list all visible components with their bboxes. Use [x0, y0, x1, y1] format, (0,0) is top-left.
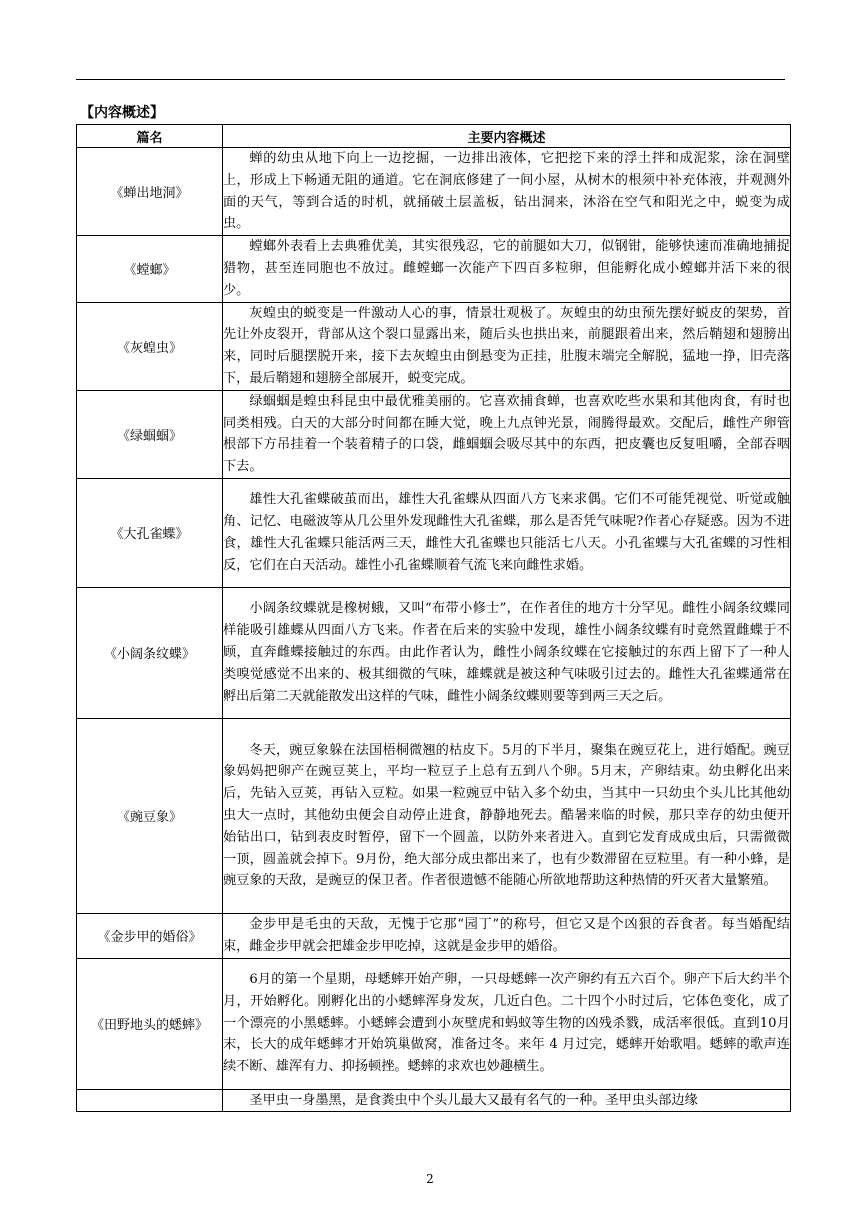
- row-title: 《灰蝗虫》: [77, 302, 223, 390]
- header-rule: [76, 79, 785, 80]
- row-title: [77, 1089, 223, 1112]
- row-title: 《绿蝈蝈》: [77, 390, 223, 478]
- table-row: [77, 302, 791, 390]
- row-summary: 小阔条纹蝶就是橡树蛾，又叫“布带小修士”，在作者住的地方十分罕见。雌性小阔条纹蝶同样能吸引雄蝶从四面八方飞来。作者在后来的实验中发现，雄性小阔条纹蝶有时竟然置雌蝶于不顾，直奔雌蝶接触过的东西。由此作者认为，雌性小阔条纹蝶在它接触过的东西上留下了一种人类嗅觉感觉不出来的、极其细微的气味，雄蝶就是被这种气味吸引过去的。雌性大孔雀蝶通常在孵出后第二天就能散发出这样的气味，雌性小阔条纹蝶则要等到两三天之后。: [223, 587, 791, 718]
- header-title: 篇名: [77, 125, 223, 148]
- row-summary: 圣甲虫一身墨黑，是食粪虫中个头儿最大又最有名气的一种。圣甲虫头部边缘: [223, 1089, 791, 1112]
- row-summary: 螳螂外表看上去典雅优美，其实很残忍，它的前腿如大刀，似钢钳，能够快速而准确地捕捉猎物，甚至连同胞也不放过。雌螳螂一次能产下四百多粒卵，但能孵化成小螳螂并活下来的很少。: [223, 236, 791, 302]
- row-summary: 灰蝗虫的蜕变是一件激动人心的事，情景壮观极了。灰蝗虫的幼虫预先摆好蜕皮的架势，首先让外皮裂开，背部从这个裂口显露出来，随后头也拱出来，前腿跟着出来，然后鞘翅和翅膀出来，同时后腿摆脱开来，接下去灰蝗虫由倒悬变为正挂，肚腹末端完全解脱，猛地一挣，旧壳落下，最后鞘翅和翅膀全部展开，蜕变完成。: [223, 302, 791, 390]
- table-row: [77, 958, 791, 1089]
- table-row: [77, 478, 791, 587]
- row-title: 《大孔雀蝶》: [77, 478, 223, 587]
- table-row: [77, 148, 791, 236]
- table-row: [77, 587, 791, 718]
- row-title: 《金步甲的婚俗》: [77, 913, 223, 958]
- row-title: 《螳螂》: [77, 236, 223, 302]
- page-number: 2: [426, 1172, 434, 1186]
- table-row: [77, 718, 791, 913]
- row-title: 《田野地头的蟋蟀》: [77, 958, 223, 1089]
- row-summary: 金步甲是毛虫的天敌，无愧于它那“园丁”的称号，但它又是个凶狠的吞食者。每当婚配结束，雌金步甲就会把雄金步甲吃掉，这就是金步甲的婚俗。: [223, 913, 791, 958]
- row-title: 《蝉出地洞》: [77, 148, 223, 236]
- row-title: 《小阔条纹蝶》: [77, 587, 223, 718]
- table-row: [77, 236, 791, 302]
- row-summary: 绿蝈蝈是蝗虫科昆虫中最优雅美丽的。它喜欢捕食蝉，也喜欢吃些水果和其他肉食，有时也同类相残。白天的大部分时间都在睡大觉，晚上九点钟光景，闹腾得最欢。交配后，雌性产卵管根部下方吊挂着一个装着精子的口袋，雌蝈蝈会吸尽其中的东西，把皮囊也反复咀嚼，全部吞咽下去。: [223, 390, 791, 478]
- content-summary-table: [76, 124, 791, 1112]
- header-summary: 主要内容概述: [223, 125, 791, 148]
- row-title: 《豌豆象》: [77, 718, 223, 913]
- table-row: [77, 913, 791, 958]
- table-row: [77, 390, 791, 478]
- row-summary: 冬天，豌豆象躲在法国梧桐微翘的枯皮下。5月的下半月，聚集在豌豆花上，进行婚配。豌豆象妈妈把卵产在豌豆荚上，平均一粒豆子上总有五到八个卵。5月末，产卵结束。幼虫孵化出来后，先钻入豆荚，再钻入豆粒。如果一粒豌豆中钻入多个幼虫，当其中一只幼虫个头儿比其他幼虫大一点时，其他幼虫便会自动停止进食，静静地死去。酷暑来临的时候，那只幸存的幼虫便开始钻出口，钻到表皮时暂停，留下一个圆盖，以防外来者进入。直到它发育成成虫后，只需微微一顶，圆盖就会掉下。9月份，绝大部分成虫都出来了，也有少数滞留在豆粒里。有一种小蜂，是豌豆象的天敌，是豌豆的保卫者。作者很遗憾不能随心所欲地帮助这种热情的歼灭者大量繁殖。: [223, 718, 791, 913]
- section-title: 【内容概述】: [80, 105, 164, 121]
- row-summary: 雄性大孔雀蝶破茧而出，雄性大孔雀蝶从四面八方飞来求偶。它们不可能凭视觉、听觉或触角、记忆、电磁波等从几公里外发现雌性大孔雀蝶，那么是否凭气味呢?作者心存疑惑。因为不进食，雄性大孔雀蝶只能活两三天，雌性大孔雀蝶也只能活七八天。小孔雀蝶与大孔雀蝶的习性相反，它们在白天活动。雄性小孔雀蝶顺着气流飞来向雌性求婚。: [223, 478, 791, 587]
- row-summary: 蝉的幼虫从地下向上一边挖掘，一边排出液体，它把挖下来的浮土拌和成泥浆，涂在洞壁上，形成上下畅通无阻的通道。它在洞底修建了一间小屋，从树木的根须中补充体液，并观测外面的天气，等到合适的时机，就捅破土层盖板，钻出洞来，沐浴在空气和阳光之中，蜕变为成虫。: [223, 148, 791, 236]
- row-summary: 6月的第一个星期，母蟋蟀开始产卵，一只母蟋蟀一次产卵约有五六百个。卵产下后大约半个月，开始孵化。刚孵化出的小蟋蟀浑身发灰，几近白色。二十四个小时过后，它体色变化，成了一个漂亮的小黑蟋蟀。小蟋蟀会遭到小灰壁虎和蚂蚁等生物的凶残杀戮，成活率很低。直到10月末，长大的成年蟋蟀才开始筑巢做窝，准备过冬。来年 4 月过完，蟋蟀开始歌唱。蟋蟀的歌声连续不断、雄浑有力、抑扬顿挫。蟋蟀的求欢也妙趣横生。: [223, 958, 791, 1089]
- table-row: [77, 1089, 791, 1112]
- table-header-row: [77, 125, 791, 148]
